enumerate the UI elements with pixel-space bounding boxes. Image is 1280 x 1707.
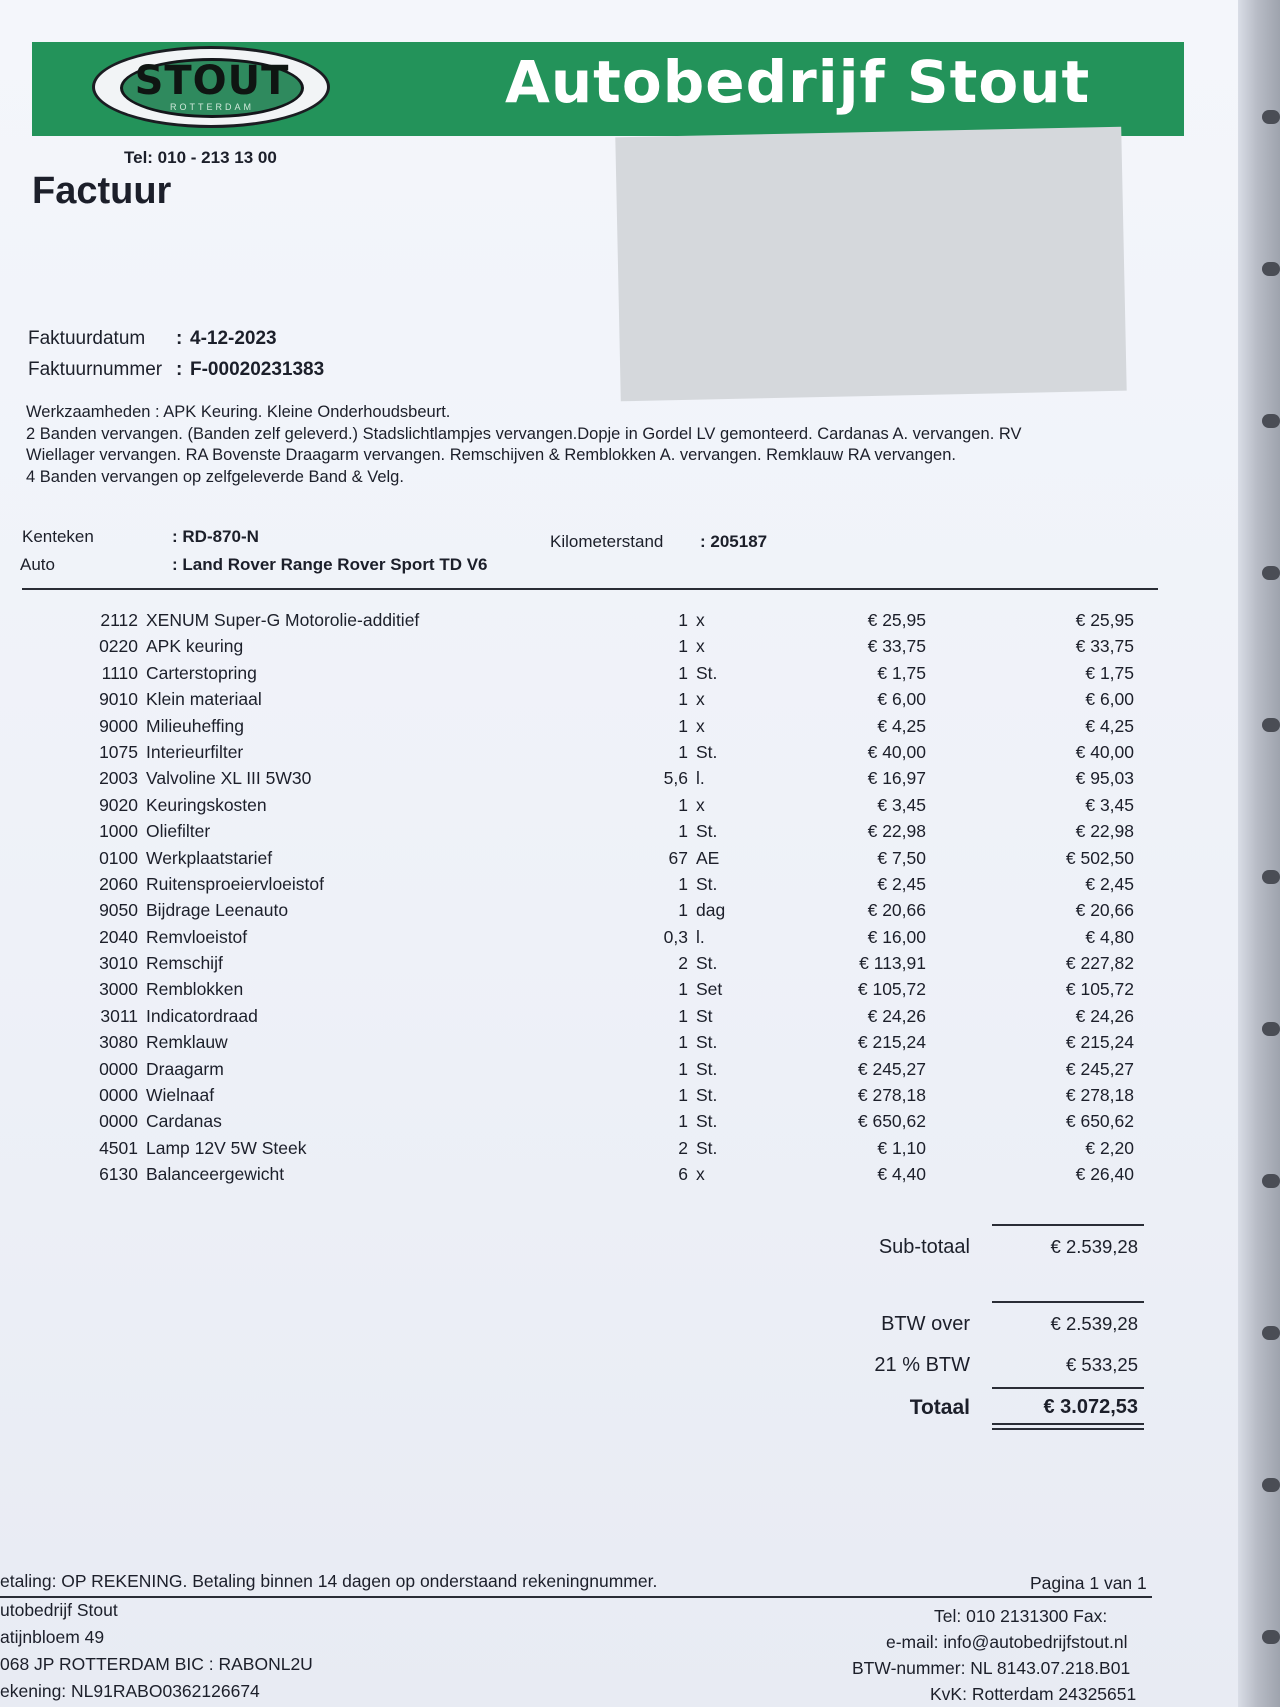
item-line-total: € 245,27 — [1065, 1058, 1134, 1079]
item-quantity: 1 — [678, 1111, 688, 1132]
item-description: Carterstopring — [146, 662, 257, 683]
footer-email: e-mail: info@autobedrijfstout.nl — [886, 1632, 1128, 1652]
item-description: Werkplaatstarief — [146, 847, 273, 868]
item-quantity: 1 — [678, 1032, 688, 1053]
item-description: Cardanas — [146, 1111, 222, 1132]
car-label: Auto — [20, 555, 55, 574]
work-line: 2 Banden vervangen. (Banden zelf geleverd.) Stadslichtlampjes vervangen.Dopje in Gordel LV gemonteerd. Cardanas A. vervangen. RV — [26, 424, 1022, 443]
total-double-rule — [992, 1423, 1144, 1425]
binder-hole — [1262, 1478, 1280, 1492]
item-description: Valvoline XL III 5W30 — [146, 768, 312, 789]
line-item-row — [0, 795, 1238, 821]
item-unit-price: € 1,10 — [877, 1137, 926, 1158]
item-quantity: 1 — [678, 715, 688, 736]
binder-hole — [1262, 414, 1280, 428]
binder-hole — [1262, 110, 1280, 124]
item-quantity: 1 — [678, 610, 688, 630]
item-unit-price: € 278,18 — [857, 1085, 926, 1106]
item-line-total: € 33,75 — [1075, 636, 1134, 657]
item-quantity: 0,3 — [663, 926, 688, 947]
footer-iban: ekening: NL91RABO0362126674 — [0, 1681, 260, 1701]
logo-subtext: ROTTERDAM — [170, 102, 254, 112]
item-unit-price: € 25,95 — [867, 610, 926, 630]
item-code: 9050 — [99, 900, 138, 921]
item-unit-price: € 105,72 — [857, 979, 926, 1000]
item-code: 1000 — [99, 821, 138, 842]
item-unit: St. — [696, 1085, 718, 1106]
item-quantity: 6 — [678, 1164, 688, 1185]
logo-text: STOUT — [134, 58, 290, 104]
item-code: 0000 — [99, 1111, 138, 1132]
plate-label: Kenteken — [22, 527, 94, 546]
line-item-row — [0, 1111, 1238, 1137]
line-item-row — [0, 636, 1238, 662]
item-unit-price: € 16,00 — [867, 926, 926, 947]
line-item-row — [0, 821, 1238, 847]
item-unit: St. — [696, 953, 718, 974]
item-unit-price: € 1,75 — [877, 662, 926, 683]
item-quantity: 67 — [668, 847, 688, 868]
item-description: Remschijf — [146, 953, 223, 974]
line-item-row — [0, 1059, 1238, 1085]
item-line-total: € 650,62 — [1065, 1111, 1134, 1132]
item-unit-price: € 40,00 — [867, 741, 926, 762]
invoice-number-separator: : — [176, 359, 183, 380]
item-unit-price: € 7,50 — [877, 847, 926, 868]
item-code: 9000 — [99, 715, 138, 736]
item-line-total: € 3,45 — [1085, 794, 1134, 815]
btw-label: 21 % BTW — [874, 1354, 970, 1376]
item-line-total: € 40,00 — [1075, 741, 1134, 762]
binder-hole — [1262, 870, 1280, 884]
company-title: Autobedrijf Stout — [505, 48, 1091, 116]
item-code: 3010 — [99, 953, 138, 974]
item-line-total: € 4,25 — [1085, 715, 1134, 736]
item-code: 0000 — [99, 1058, 138, 1079]
item-line-total: € 22,98 — [1075, 821, 1134, 842]
binder-hole — [1262, 262, 1280, 276]
footer-rule — [0, 1596, 1152, 1598]
item-unit: St. — [696, 1058, 718, 1079]
item-line-total: € 1,75 — [1085, 662, 1134, 683]
item-line-total: € 2,20 — [1085, 1137, 1134, 1158]
item-unit-price: € 33,75 — [867, 636, 926, 657]
plate-value: : RD-870-N — [172, 527, 259, 546]
subtotal-rule — [992, 1224, 1144, 1226]
footer-city-bic: 068 JP ROTTERDAM BIC : RABONL2U — [0, 1654, 313, 1674]
item-quantity: 1 — [678, 662, 688, 683]
invoice-number-label: Faktuurnummer — [28, 359, 163, 380]
item-quantity: 1 — [678, 979, 688, 1000]
payment-terms: etaling: OP REKENING. Betaling binnen 14 dagen op onderstaand rekeningnummer. — [0, 1571, 658, 1591]
item-unit-price: € 113,91 — [859, 953, 926, 974]
line-item-row — [0, 927, 1238, 953]
item-description: Draagarm — [146, 1058, 224, 1079]
item-unit-price: € 6,00 — [877, 689, 926, 710]
item-quantity: 1 — [678, 873, 688, 894]
item-unit-price: € 215,24 — [857, 1032, 926, 1053]
line-item-row — [0, 900, 1238, 926]
document-title: Factuur — [32, 170, 172, 212]
item-line-total: € 502,50 — [1065, 847, 1134, 868]
item-quantity: 1 — [678, 1058, 688, 1079]
binder-hole — [1262, 1630, 1280, 1644]
item-quantity: 1 — [678, 1085, 688, 1106]
total-rule — [992, 1387, 1144, 1389]
item-quantity: 2 — [678, 953, 688, 974]
item-line-total: € 95,03 — [1075, 768, 1134, 789]
binder-hole — [1262, 566, 1280, 580]
line-items — [0, 610, 1238, 1191]
item-code: 2112 — [100, 610, 138, 630]
item-unit: St — [696, 1005, 713, 1026]
item-description: Klein materiaal — [146, 689, 262, 710]
item-description: Remblokken — [146, 979, 244, 1000]
item-unit: dag — [696, 900, 726, 921]
item-line-total: € 2,45 — [1085, 873, 1134, 894]
item-quantity: 5,6 — [663, 768, 688, 789]
work-line: Werkzaamheden : APK Keuring. Kleine Onderhoudsbeurt. — [26, 403, 451, 421]
page-number: Pagina 1 van 1 — [1030, 1573, 1147, 1593]
item-unit: x — [696, 715, 705, 736]
item-description: Lamp 12V 5W Steek — [146, 1137, 307, 1158]
item-description: APK keuring — [146, 636, 244, 657]
redacted-address-box — [615, 127, 1126, 402]
invoice-number-value: F-00020231383 — [190, 359, 325, 380]
binder-hole — [1262, 718, 1280, 732]
car-value: : Land Rover Range Rover Sport TD V6 — [172, 555, 488, 574]
item-unit-price: € 4,40 — [877, 1164, 926, 1185]
line-item-row — [0, 1006, 1238, 1032]
item-description: Wielnaaf — [146, 1085, 215, 1106]
item-line-total: € 227,82 — [1065, 953, 1134, 974]
item-unit: AE — [696, 847, 720, 868]
item-quantity: 1 — [678, 821, 688, 842]
item-unit: l. — [696, 926, 705, 947]
item-description: Ruitensproeiervloeistof — [146, 873, 325, 894]
invoice-date-separator: : — [176, 328, 183, 349]
item-unit-price: € 650,62 — [857, 1111, 926, 1132]
item-line-total: € 20,66 — [1075, 900, 1134, 921]
items-top-rule — [22, 588, 1158, 590]
item-unit: x — [696, 610, 705, 630]
item-unit: St. — [696, 873, 718, 894]
mileage-label: Kilometerstand — [550, 532, 664, 551]
item-code: 2060 — [99, 873, 138, 894]
item-description: Oliefilter — [146, 821, 211, 842]
item-quantity: 1 — [678, 1005, 688, 1026]
btw-over-value: € 2.539,28 — [1050, 1313, 1138, 1334]
item-line-total: € 278,18 — [1065, 1085, 1134, 1106]
item-code: 6130 — [99, 1164, 138, 1185]
binder-hole — [1262, 1174, 1280, 1188]
item-unit-price: € 2,45 — [877, 873, 926, 894]
item-unit: x — [696, 689, 705, 710]
item-unit: St. — [696, 1032, 718, 1053]
item-code: 2003 — [99, 768, 138, 789]
line-item-row — [0, 742, 1238, 768]
item-quantity: 1 — [678, 636, 688, 657]
total-label: Totaal — [909, 1396, 970, 1419]
item-unit-price: € 16,97 — [867, 768, 926, 789]
header-phone: Tel: 010 - 213 13 00 — [124, 148, 277, 167]
item-code: 4501 — [99, 1137, 138, 1158]
item-unit: St. — [696, 662, 718, 683]
item-unit-price: € 24,26 — [867, 1005, 926, 1026]
invoice-date-label: Faktuurdatum — [28, 328, 146, 349]
line-item-row — [0, 874, 1238, 900]
item-quantity: 2 — [678, 1137, 688, 1158]
line-item-row — [0, 689, 1238, 715]
item-unit: x — [696, 1164, 705, 1185]
item-code: 1110 — [101, 662, 138, 683]
subtotal-value: € 2.539,28 — [1050, 1236, 1138, 1257]
item-code: 2040 — [99, 926, 138, 947]
total-value: € 3.072,53 — [1043, 1396, 1138, 1418]
item-code: 9020 — [99, 794, 138, 815]
item-unit: St. — [696, 1111, 718, 1132]
line-item-row — [0, 1164, 1238, 1190]
item-unit: Set — [696, 979, 723, 1000]
item-description: XENUM Super-G Motorolie-additief — [146, 610, 420, 630]
item-unit: x — [696, 636, 705, 657]
item-code: 1075 — [99, 741, 138, 762]
line-item-row — [0, 768, 1238, 794]
item-unit: St. — [696, 821, 718, 842]
work-line: 4 Banden vervangen op zelfgeleverde Band & Velg. — [26, 467, 404, 486]
item-unit: St. — [696, 1137, 718, 1158]
footer-kvk: KvK: Rotterdam 24325651 — [930, 1684, 1137, 1704]
binder-hole — [1262, 1022, 1280, 1036]
subtotal-label: Sub-totaal — [878, 1236, 970, 1258]
line-item-row — [0, 979, 1238, 1005]
work-line: Wiellager vervangen. RA Bovenste Draagarm vervangen. Remschijven & Remblokken A. vervangen. Remklauw RA vervangen. — [26, 446, 956, 464]
item-code: 0220 — [99, 636, 138, 657]
btw-value: € 533,25 — [1065, 1354, 1138, 1375]
item-description: Keuringskosten — [146, 794, 267, 815]
item-line-total: € 26,40 — [1075, 1164, 1134, 1185]
line-item-row — [0, 953, 1238, 979]
item-line-total: € 25,95 — [1075, 610, 1134, 630]
item-quantity: 1 — [678, 689, 688, 710]
item-description: Remvloeistof — [146, 926, 248, 947]
item-unit-price: € 20,66 — [867, 900, 926, 921]
binder-sleeve-edge — [1238, 0, 1280, 1707]
item-line-total: € 6,00 — [1085, 689, 1134, 710]
item-description: Milieuheffing — [146, 715, 244, 736]
btw-over-label: BTW over — [881, 1313, 970, 1335]
binder-hole — [1262, 1326, 1280, 1340]
item-line-total: € 4,80 — [1085, 926, 1134, 947]
line-item-row — [0, 610, 1238, 636]
footer-btw-number: BTW-nummer: NL 8143.07.218.B01 — [852, 1658, 1131, 1678]
item-code: 3080 — [99, 1032, 138, 1053]
line-item-row — [0, 848, 1238, 874]
item-unit: St. — [696, 741, 718, 762]
item-unit-price: € 245,27 — [857, 1058, 926, 1079]
item-code: 3000 — [99, 979, 138, 1000]
work-description — [26, 402, 1136, 488]
item-quantity: 1 — [678, 794, 688, 815]
item-code: 0100 — [99, 847, 138, 868]
item-line-total: € 215,24 — [1065, 1032, 1134, 1053]
item-line-total: € 105,72 — [1065, 979, 1134, 1000]
item-code: 0000 — [99, 1085, 138, 1106]
footer-street: atijnbloem 49 — [0, 1627, 105, 1647]
item-description: Indicatordraad — [146, 1005, 258, 1026]
mileage-value: : 205187 — [700, 532, 768, 551]
line-item-row — [0, 1138, 1238, 1164]
item-unit: l. — [696, 768, 705, 789]
item-description: Interieurfilter — [146, 741, 244, 762]
item-line-total: € 24,26 — [1075, 1005, 1134, 1026]
footer-company: utobedrijf Stout — [0, 1600, 118, 1620]
line-item-row — [0, 1085, 1238, 1111]
btw-rule — [992, 1301, 1144, 1303]
footer-phone: Tel: 010 2131300 Fax: — [934, 1606, 1108, 1626]
line-item-row — [0, 716, 1238, 742]
item-unit-price: € 3,45 — [877, 794, 926, 815]
item-quantity: 1 — [678, 900, 688, 921]
item-unit-price: € 4,25 — [877, 715, 926, 736]
item-unit: x — [696, 794, 705, 815]
item-code: 9010 — [99, 689, 138, 710]
item-description: Remklauw — [146, 1032, 228, 1053]
item-quantity: 1 — [678, 741, 688, 762]
invoice-date-value: 4-12-2023 — [190, 328, 277, 349]
item-description: Balanceergewicht — [146, 1164, 285, 1185]
item-description: Bijdrage Leenauto — [146, 900, 289, 921]
total-double-rule — [992, 1428, 1144, 1430]
item-unit-price: € 22,98 — [867, 821, 926, 842]
line-item-row — [0, 663, 1238, 689]
line-item-row — [0, 1032, 1238, 1058]
item-code: 3011 — [100, 1005, 138, 1026]
